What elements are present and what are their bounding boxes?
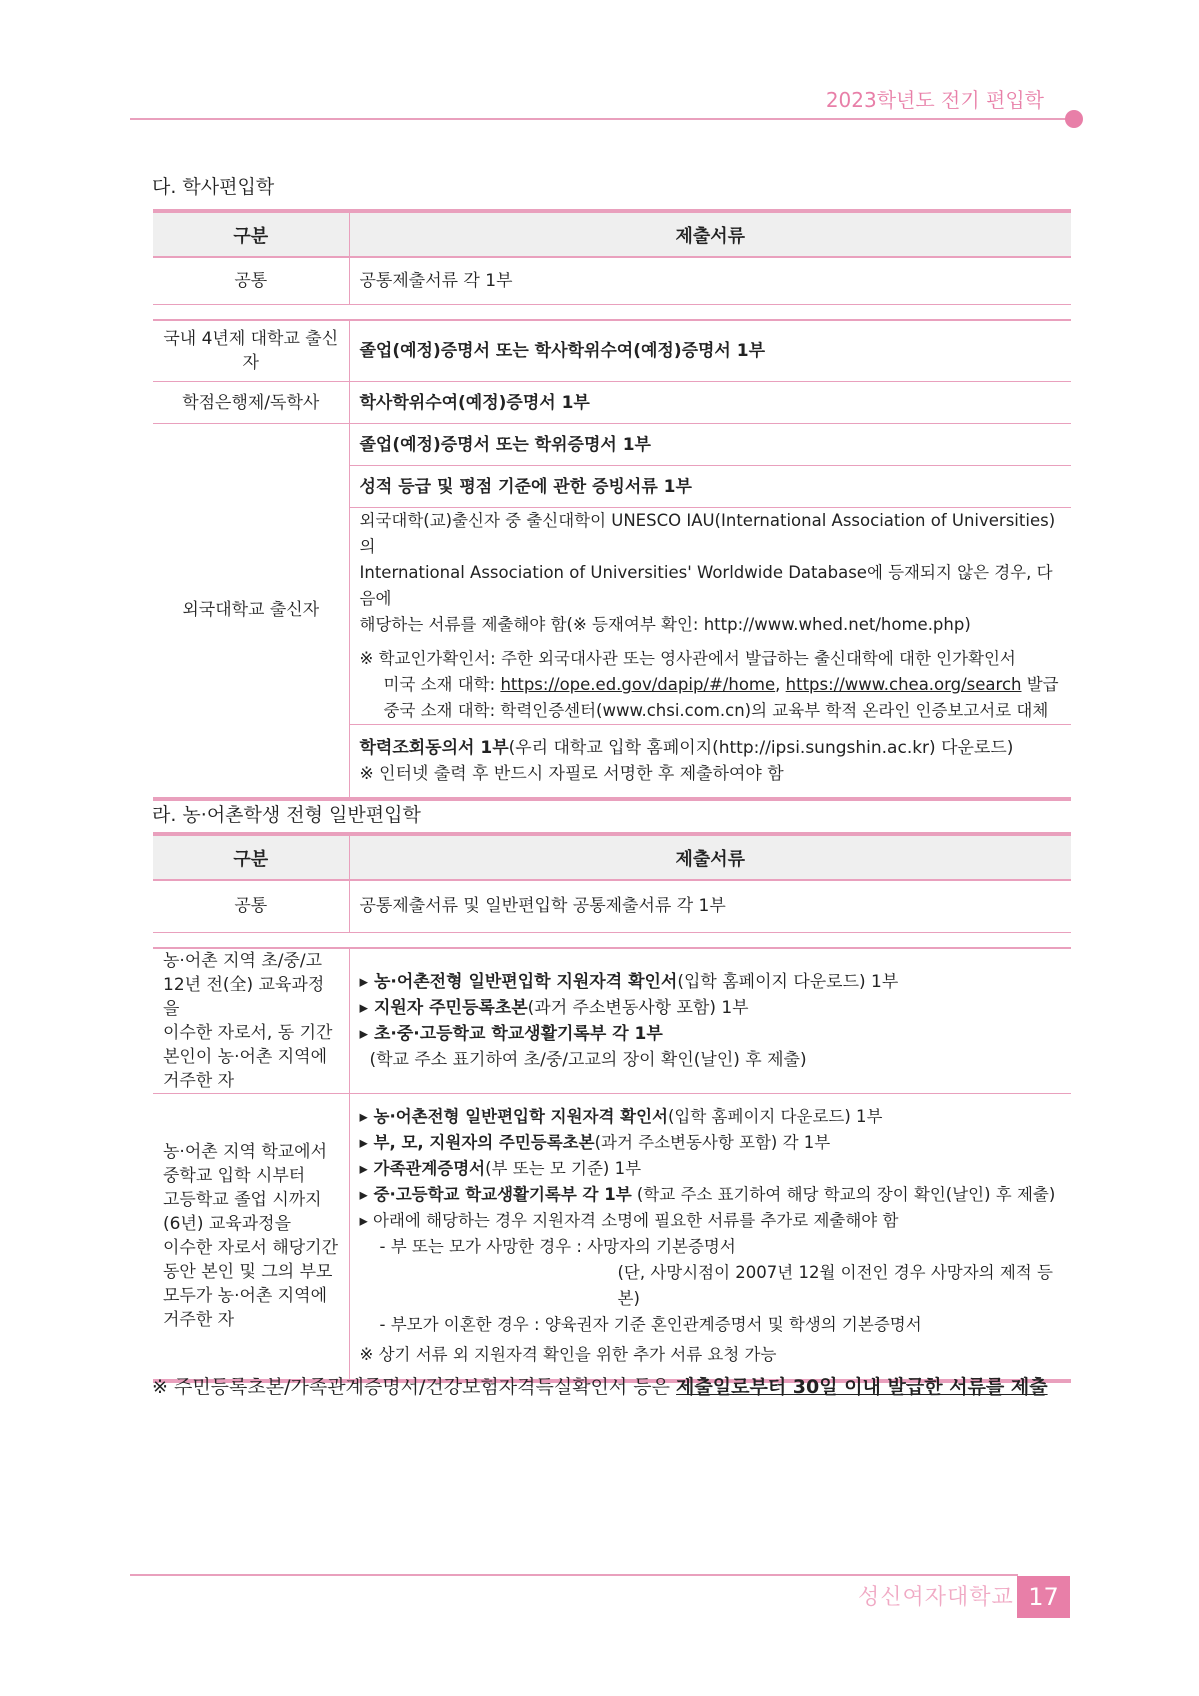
row-docs: 공통제출서류 각 1부: [349, 257, 1071, 304]
row-category-type1: [153, 948, 349, 1094]
doc-extra-death: - 부 또는 모가 사망한 경우 : 사망자의 기본증명서: [379, 1237, 736, 1257]
row-docs: 졸업(예정)증명서 또는 학위증명서 1부: [349, 424, 1071, 466]
doc-bold: ▸ 지원자 주민등록초본: [359, 997, 528, 1018]
unesco-line: 해당하는 서류를 제출해야 함(※ 등재여부 확인: http://www.whed.net/home.php): [359, 615, 971, 634]
row-docs: 공통제출서류 및 일반편입학 공통제출서류 각 1부: [349, 880, 1071, 932]
row-category: 공통: [153, 880, 349, 932]
unesco-line: International Association of Universities' Worldwide Database에 등재되지 않은 경우, 다음에: [359, 563, 1053, 608]
row-docs-type2: [349, 1093, 1071, 1381]
category-line: 이수한 자로서, 동 기간: [163, 1022, 333, 1043]
doc-rest: (과거 주소변동사항 포함) 각 1부: [594, 1133, 831, 1153]
doc-bold: ▸ 중·고등학교 학교생활기록부 각 1부: [359, 1185, 632, 1205]
category-line: 12년 전(全) 교육과정을: [163, 974, 325, 1019]
header-dot-icon: [1065, 110, 1083, 128]
category-line: 중학교 입학 시부터: [163, 1166, 306, 1187]
row-docs: 학사학위수여(예정)증명서 1부: [349, 382, 1071, 424]
row-docs: 졸업(예정)증명서 또는 학사학위수여(예정)증명서 1부: [349, 320, 1071, 382]
doc-extra: ▸ 아래에 해당하는 경우 지원자격 소명에 필요한 서류를 추가로 제출해야 함: [359, 1211, 899, 1231]
category-line: 거주한 자: [163, 1070, 235, 1091]
header-rule: [130, 118, 1070, 120]
row-docs-unesco: [349, 508, 1071, 725]
row-docs-consent: [349, 725, 1071, 799]
row-category-foreign: 외국대학교 출신자: [153, 424, 349, 799]
row-category: 국내 4년제 대학교 출신자: [153, 320, 349, 382]
category-line: 모두가 농·어촌 지역에: [163, 1286, 328, 1307]
doc-note: (학교 주소 표기하여 초/중/고교의 장이 확인(날인) 후 제출): [369, 1049, 807, 1070]
doc-bold: ▸ 부, 모, 지원자의 주민등록초본: [359, 1133, 595, 1153]
accreditation-note: ※ 학교인가확인서: 주한 외국대사관 또는 영사관에서 발급하는 출신대학에 대한 인가확인서: [359, 649, 1016, 668]
doc-rest: (부 또는 모 기준) 1부: [485, 1159, 642, 1179]
row-category: 공통: [153, 257, 349, 304]
ope-link[interactable]: https://ope.ed.gov/dapip/#/home: [500, 675, 776, 694]
us-label: 미국 소재 대학:: [383, 675, 501, 694]
footer-rule: [130, 1574, 1018, 1576]
section-ra-title: 라. 농·어촌학생 전형 일반편입학: [152, 804, 421, 826]
doc-extra-death-note: (단, 사망시점이 2007년 12월 이전인 경우 사망자의 제적 등본): [617, 1263, 1053, 1309]
doc-rest: (과거 주소변동사항 포함) 1부: [527, 997, 749, 1018]
table-bachelor-transfer: [153, 209, 1071, 801]
doc-bold: ▸ 초·중·고등학교 학교생활기록부 각 1부: [359, 1023, 663, 1044]
unesco-line: 외국대학(교)출신자 중 출신대학이 UNESCO IAU(International Association of Universities)의: [359, 511, 1056, 556]
link-separator: ,: [775, 675, 786, 694]
consent-bold: 학력조회동의서 1부: [359, 737, 509, 758]
doc-bold: ▸ 농·어촌전형 일반편입학 지원자격 확인서: [359, 1107, 668, 1127]
category-line: 농·어촌 지역 초/중/고: [163, 950, 323, 971]
doc-rest: (입학 홈페이지 다운로드) 1부: [668, 1107, 883, 1127]
header-title: 2023학년도 전기 편입학: [825, 88, 1044, 112]
footnote-emphasis: 제출일로부터 30일 이내 발급한 서류를 제출: [676, 1376, 1048, 1398]
consent-rest: (우리 대학교 입학 홈페이지(http://ipsi.sungshin.ac.kr) 다운로드): [508, 737, 1014, 758]
footnote-prefix: ※ 주민등록초본/가족관계증명서/건강보험자격득실확인서 등은: [152, 1376, 677, 1398]
category-line: 본인이 농·어촌 지역에: [163, 1046, 328, 1067]
category-line: 이수한 자로서 해당기간: [163, 1238, 339, 1259]
doc-rest: (입학 홈페이지 다운로드) 1부: [677, 971, 899, 992]
us-suffix: 발급: [1021, 675, 1059, 694]
category-line: 거주한 자: [163, 1310, 235, 1331]
chea-link[interactable]: https://www.chea.org/search: [785, 675, 1022, 694]
footer-school-name: 성신여자대학교: [858, 1585, 1014, 1610]
doc-bold: ▸ 가족관계증명서: [359, 1159, 486, 1179]
china-note: 중국 소재 대학: 학력인증센터(www.chsi.com.cn)의 교육부 학적 온라인 인증보고서로 대체: [383, 701, 1049, 720]
footnote: [152, 1372, 1048, 1399]
row-docs: 성적 등급 및 평점 기준에 관한 증빙서류 1부: [349, 466, 1071, 508]
table-header-docs: 제출서류: [349, 211, 1071, 257]
doc-extra-divorce: - 부모가 이혼한 경우 : 양육권자 기준 혼인관계증명서 및 학생의 기본증명서: [379, 1315, 922, 1335]
category-line: 고등학교 졸업 시까지: [163, 1190, 322, 1211]
consent-note: ※ 인터넷 출력 후 반드시 자필로 서명한 후 제출하여야 함: [359, 763, 784, 784]
table-rural-transfer: [153, 832, 1071, 1383]
table-header-category: 구분: [153, 834, 349, 880]
page-number: 17: [1017, 1576, 1070, 1618]
row-category-type2: [153, 1093, 349, 1381]
row-docs-type1: [349, 948, 1071, 1094]
category-line: 동안 본인 및 그의 부모: [163, 1262, 333, 1283]
doc-rest: (학교 주소 표기하여 해당 학교의 장이 확인(날인) 후 제출): [631, 1185, 1056, 1205]
table-header-category: 구분: [153, 211, 349, 257]
table-header-docs: 제출서류: [349, 834, 1071, 880]
category-line: 농·어촌 지역 학교에서: [163, 1142, 328, 1163]
section-da-title: 다. 학사편입학: [152, 176, 275, 198]
row-category: 학점은행제/독학사: [153, 382, 349, 424]
doc-additional-note: ※ 상기 서류 외 지원자격 확인을 위한 추가 서류 요청 가능: [359, 1345, 777, 1365]
doc-bold: ▸ 농·어촌전형 일반편입학 지원자격 확인서: [359, 971, 678, 992]
category-line: (6년) 교육과정을: [163, 1214, 292, 1235]
